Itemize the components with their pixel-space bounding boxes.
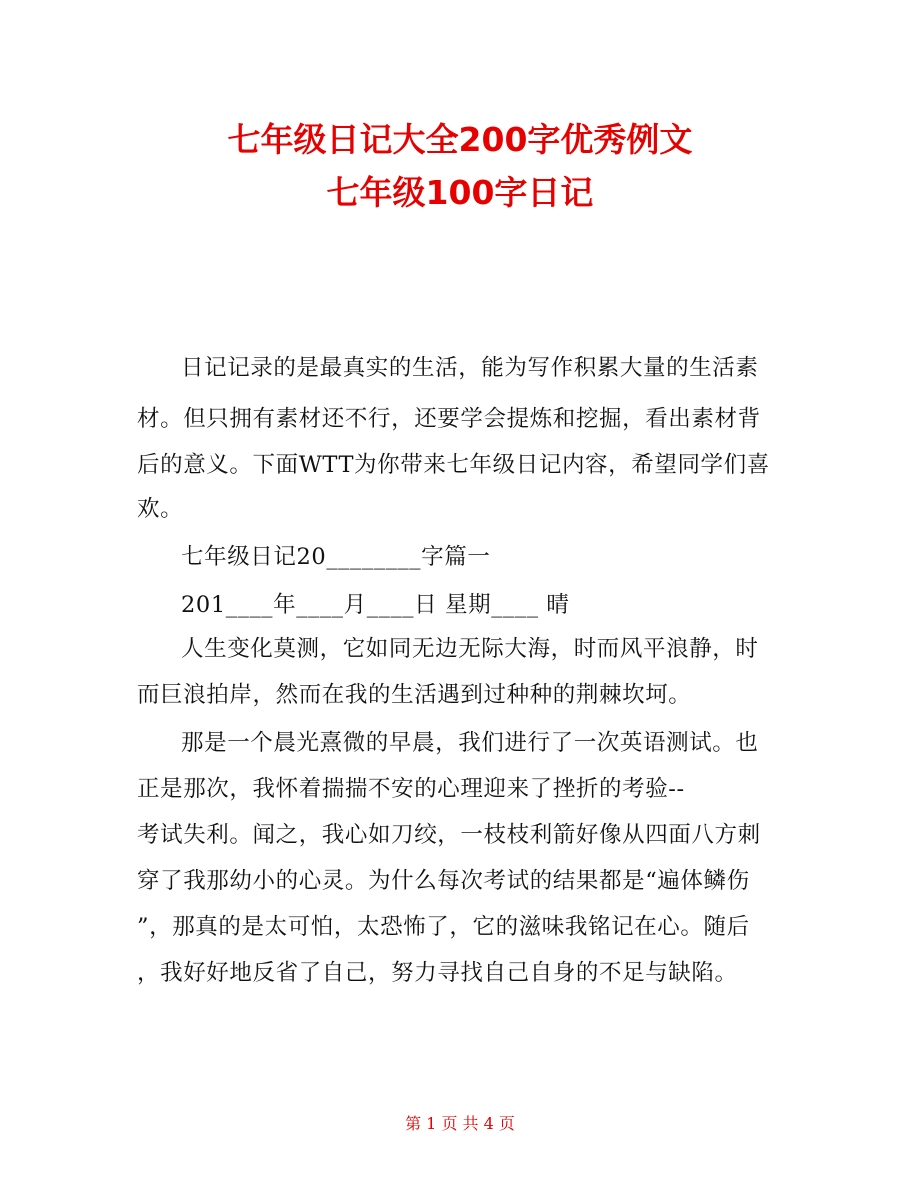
paragraph-line: 日记记录的是最真实的生活，能为写作积累大量的生活素	[181, 355, 759, 381]
paragraph-line: 欢。	[137, 496, 184, 522]
paragraph-line: ”，那真的是太可怕，太恐怖了，它的滋味我铭记在心。随后	[137, 914, 750, 940]
paragraph-line: 那是一个晨光熹微的早晨，我们进行了一次英语测试。也	[181, 730, 759, 756]
document-subtitle: 七年级100字日记	[326, 173, 594, 212]
paragraph-line: 后的意义。下面WTT为你带来七年级日记内容，希望同学们喜	[137, 452, 770, 478]
diary-heading: 七年级日记20________字篇一	[181, 544, 491, 570]
paragraph-line: 材。但只拥有素材还不行，还要学会提炼和挖掘，看出素材背	[137, 406, 761, 432]
page-number-footer: 第 1 页 共 4 页	[405, 1114, 515, 1133]
paragraph-line: 考试失利。闻之，我心如刀绞，一枝枝利箭好像从四面八方刺	[137, 822, 761, 848]
paragraph-line: 而巨浪拍岸，然而在我的生活遇到过种种的荆棘坎坷。	[137, 682, 692, 708]
paragraph-line: 人生变化莫测，它如同无边无际大海，时而风平浪静，时	[181, 636, 759, 662]
paragraph-line: 穿了我那幼小的心灵。为什么每次考试的结果都是“遍体鳞伤	[137, 868, 750, 894]
diary-date-line: 201____年____月____日 星期____ 晴	[181, 592, 570, 618]
paragraph-line: 正是那次，我怀着揣揣不安的心理迎来了挫折的考验--	[137, 776, 685, 802]
document-title: 七年级日记大全200字优秀例文	[227, 120, 693, 159]
paragraph-line: ，我好好地反省了自己，努力寻找自己自身的不足与缺陷。	[137, 960, 738, 986]
